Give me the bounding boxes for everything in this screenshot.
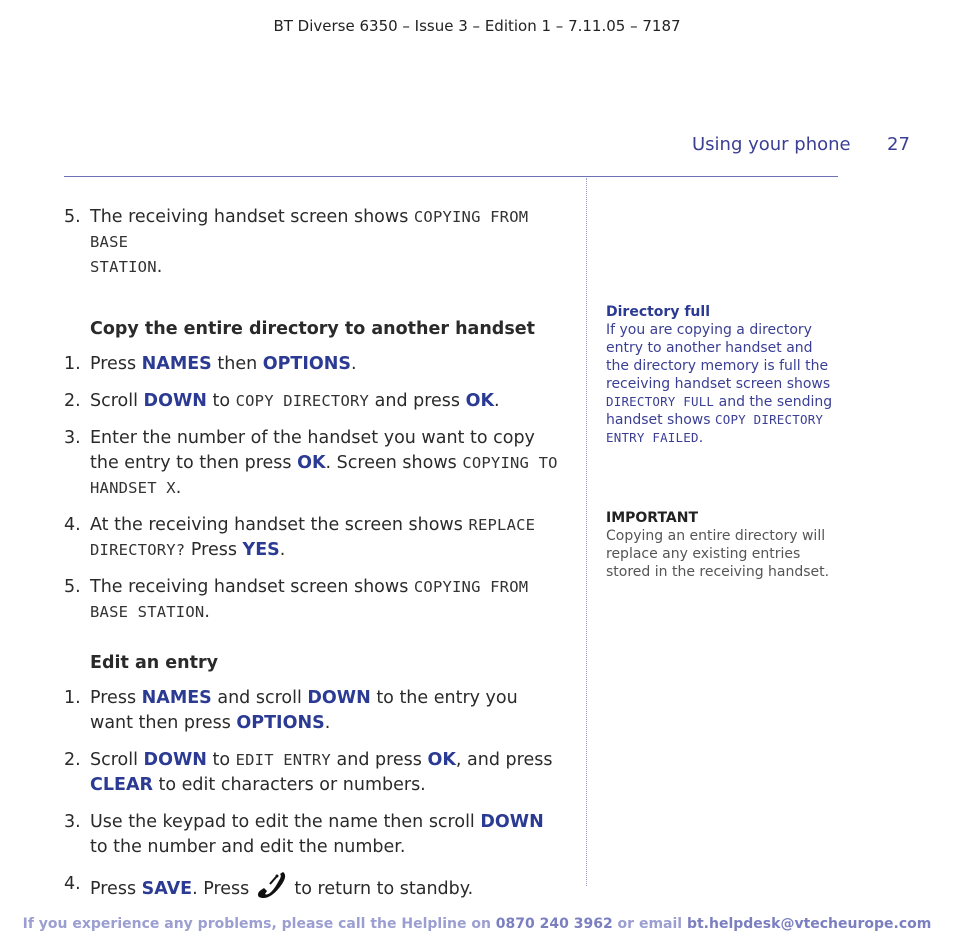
document-header-line: BT Diverse 6350 – Issue 3 – Edition 1 – 7.11.05 – 7187 [273,17,681,35]
list-item: 2. Scroll DOWN to COPY DIRECTORY and press OK. [64,391,500,411]
column-divider [586,178,587,886]
list-item: 3. Use the keypad to edit the name then scroll DOWN to the number and edit the number. [64,812,544,857]
list-item: 4. At the receiving handset the screen shows REPLACE DIRECTORY? Press YES. [64,515,536,560]
section-heading-edit-entry: Edit an entry [90,653,219,673]
key-down: DOWN [143,391,207,411]
lcd-text: REPLACE [468,516,536,534]
lcd-text: COPY DIRECTORY ENTRY FAILED [606,412,824,445]
lcd-text: COPYING TO [462,454,558,472]
page-number: 27 [887,134,910,155]
key-yes: YES [242,540,280,560]
main-column [64,205,564,914]
step-text: The receiving handset screen shows [90,207,414,227]
key-names: NAMES [141,688,212,708]
list-item: 5. The receiving handset screen shows COPYING FROM BASE STATION. [64,577,529,622]
list-item: 1. Press NAMES then OPTIONS. [64,354,357,374]
section-title: Using your phone [692,134,851,155]
key-ok: OK [427,750,456,770]
step-number: 5. [64,207,81,227]
lcd-text: EDIT ENTRY [235,751,331,769]
key-down: DOWN [307,688,371,708]
list-item: 3. Enter the number of the handset you want to copy the entry to then press OK. Screen shows COPYING TO HANDSET X. [64,428,558,498]
lcd-text: HANDSET X [90,479,176,497]
lcd-text: DIRECTORY? [90,541,186,559]
lcd-text: COPYING FROM BASE [90,208,529,251]
sidebar-note-directory-full: Directory full If you are copying a directory entry to another handset and the directory memory is full the receiving handset screen shows DIRECTORY FULL and the sending handset shows COPY DIRECTORY ENTRY FAILED. [606,303,838,447]
key-options: OPTIONS [262,354,352,374]
key-ok: OK [297,453,326,473]
key-ok: OK [465,391,495,411]
section-heading-copy-directory: Copy the entire directory to another handset [90,319,535,339]
list-item: 5. The receiving handset screen shows COPYING FROM BASE STATION. [64,207,529,277]
helpline-footer: If you experience any problems, please call the Helpline on 0870 240 3962 or email bt.helpdesk@vtecheurope.com [22,916,932,932]
key-options: OPTIONS [236,713,325,733]
key-down: DOWN [143,750,207,770]
list-item: 2. Scroll DOWN to EDIT ENTRY and press OK, and press CLEAR to edit characters or numbers. [64,750,553,795]
key-save: SAVE [141,879,193,899]
key-clear: CLEAR [90,775,153,795]
key-down: DOWN [480,812,544,832]
note-title: Directory full [606,304,710,320]
end-call-handset-icon [255,872,289,900]
lcd-text: STATION [90,258,157,276]
lcd-text: COPY DIRECTORY [235,392,370,410]
list-item: 4. Press SAVE. Press to return to standby. [64,874,474,899]
note-title: IMPORTANT [606,510,699,526]
lcd-text: DIRECTORY FULL [606,394,715,409]
key-names: NAMES [141,354,212,374]
lcd-text: BASE STATION [90,603,205,621]
header-rule [64,176,838,177]
lcd-text: COPYING FROM [413,578,529,596]
list-item: 1. Press NAMES and scroll DOWN to the entry you want then press OPTIONS. [64,688,518,733]
helpdesk-email: bt.helpdesk@vtecheurope.com [686,916,932,932]
helpline-phone: 0870 240 3962 [495,916,613,932]
sidebar-note-important: IMPORTANT Copying an entire directory will replace any existing entries stored in the receiving handset. [606,509,838,581]
